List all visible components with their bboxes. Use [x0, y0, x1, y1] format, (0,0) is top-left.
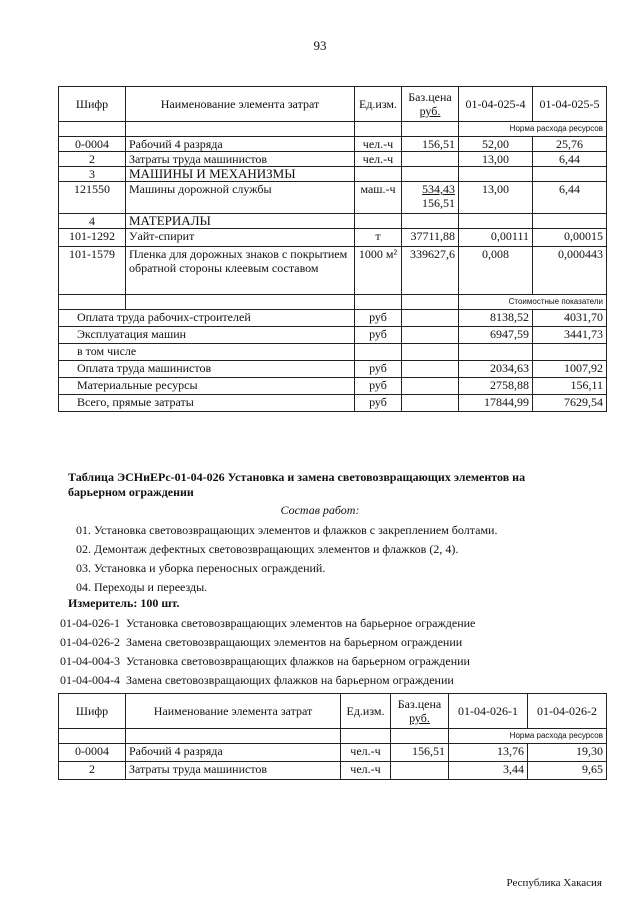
code-desc: Установка световозвращающих флажков на барьерном ограждении [126, 654, 470, 668]
section-title-line1: Таблица ЭСНиЕРс-01-04-026 Установка и замена световозвращающих элементов на [68, 470, 526, 484]
work-item: 02. Демонтаж дефектных световозвращающих элементов и флажков (2, 4). [76, 542, 459, 556]
table-row [59, 137, 607, 152]
cell-value-1: 13,00 [459, 152, 533, 167]
cell-price: 37711,88 [402, 229, 459, 247]
cell-name: Пленка для дорожных знаков с покрытием обратной стороны клеевым составом [126, 247, 355, 295]
work-item: 01. Установка световозвращающих элементов и флажков с закреплением болтами. [76, 523, 498, 537]
cell-price: 339627,6 [402, 247, 459, 295]
cost-name: в том числе [59, 344, 355, 361]
header-code: Шифр [59, 87, 126, 122]
table-row [59, 182, 607, 214]
section-row [59, 214, 607, 229]
footer: Республика Хакасия [506, 877, 602, 889]
cell-code: 101-1292 [59, 229, 126, 247]
cell-value-1: 52,00 [459, 137, 533, 152]
code-id: 01-04-004-3 [60, 654, 120, 668]
cell-unit: чел.-ч [355, 152, 402, 167]
cost-unit: руб [355, 378, 402, 395]
cell-code: 0-0004 [59, 137, 126, 152]
cell-unit: чел.-ч [341, 762, 391, 780]
cost-row [59, 395, 607, 412]
header-price-line1: Баз.цена [408, 90, 452, 104]
header-unit: Ед.изм. [341, 694, 391, 729]
cell-code: 121550 [59, 182, 126, 214]
section-code: 4 [59, 214, 126, 229]
header-price-line2: руб. [409, 711, 430, 725]
cost-row [59, 361, 607, 378]
header-col-026-1: 01-04-026-1 [449, 694, 528, 729]
cost-label: Стоимостные показатели [459, 295, 607, 310]
section-title: МАТЕРИАЛЫ [126, 214, 355, 229]
cell-value-2: 6,44 [533, 182, 607, 214]
cell-unit: маш.-ч [355, 182, 402, 214]
price-labor: 156,51 [422, 196, 455, 210]
cost-unit: руб [355, 395, 402, 412]
cell-name: Затраты труда машинистов [126, 152, 355, 167]
cost-value-1: 2034,63 [459, 361, 533, 378]
cost-row [59, 310, 607, 327]
cell-code: 2 [59, 762, 126, 780]
cell-name: Затраты труда машинистов [126, 762, 341, 780]
header-col-025-5: 01-04-025-5 [533, 87, 607, 122]
cell-price [402, 152, 459, 167]
norm-label: Норма расхода ресурсов [449, 729, 607, 744]
price-machine: 534,43 [422, 182, 455, 196]
cost-value-2: 3441,73 [533, 327, 607, 344]
section-title-line2: барьерном ограждении [68, 485, 194, 499]
header-col-025-4: 01-04-025-4 [459, 87, 533, 122]
code-item [60, 614, 475, 633]
cell-value-1: 3,44 [449, 762, 528, 780]
cell-value-1: 0,00111 [459, 229, 533, 247]
norm-label: Норма расхода ресурсов [459, 122, 607, 137]
cost-name: Всего, прямые затраты [59, 395, 355, 412]
header-price [402, 87, 459, 122]
table-row [59, 762, 607, 780]
work-heading: Состав работ: [280, 503, 360, 517]
cell-price [391, 762, 449, 780]
resource-table-2 [58, 693, 607, 780]
table-row [59, 744, 607, 762]
section-code: 3 [59, 167, 126, 182]
page-number: 93 [313, 38, 327, 53]
cell-value-2: 19,30 [528, 744, 607, 762]
cell-name: Рабочий 4 разряда [126, 137, 355, 152]
cell-code: 2 [59, 152, 126, 167]
cell-code: 101-1579 [59, 247, 126, 295]
header-price-line2: руб. [419, 104, 441, 118]
cell-value-2: 9,65 [528, 762, 607, 780]
cell-value-1: 13,00 [459, 182, 533, 214]
cost-value-2: 156,11 [533, 378, 607, 395]
cost-value-2: 7629,54 [533, 395, 607, 412]
cell-unit: 1000 м² [355, 247, 402, 295]
cell-unit: т [355, 229, 402, 247]
cost-value-1: 17844,99 [459, 395, 533, 412]
section-row [59, 167, 607, 182]
cell-price: 156,51 [402, 137, 459, 152]
section-title: МАШИНЫ И МЕХАНИЗМЫ [126, 167, 355, 182]
cost-unit: руб [355, 327, 402, 344]
header-unit: Ед.изм. [355, 87, 402, 122]
header-name: Наименование элемента затрат [126, 87, 355, 122]
header-code: Шифр [59, 694, 126, 729]
work-item: 04. Переходы и переезды. [76, 580, 208, 594]
cost-value-1: 8138,52 [459, 310, 533, 327]
work-item: 03. Установка и уборка переносных ограждений. [76, 561, 326, 575]
cell-unit: чел.-ч [341, 744, 391, 762]
cost-unit: руб [355, 361, 402, 378]
cost-name: Оплата труда машинистов [59, 361, 355, 378]
code-list [60, 614, 475, 690]
cost-row [59, 327, 607, 344]
table-row [59, 229, 607, 247]
code-id: 01-04-026-2 [60, 635, 120, 649]
cost-name: Материальные ресурсы [59, 378, 355, 395]
cost-row [59, 344, 607, 361]
code-item [60, 633, 475, 652]
header-price-line1: Баз.цена [397, 697, 442, 711]
cell-value-2: 25,76 [533, 137, 607, 152]
cell-name: Уайт-спирит [126, 229, 355, 247]
code-id: 01-04-004-4 [60, 673, 120, 687]
cell-name: Машины дорожной службы [126, 182, 355, 214]
cell-value-2: 0,000443 [533, 247, 607, 295]
cost-name: Эксплуатация машин [59, 327, 355, 344]
cell-value-1: 13,76 [449, 744, 528, 762]
code-id: 01-04-026-1 [60, 616, 120, 630]
meter: Измеритель: 100 шт. [68, 596, 180, 610]
cost-row [59, 378, 607, 395]
cell-unit: чел.-ч [355, 137, 402, 152]
resource-table-1 [58, 86, 607, 412]
table-row [59, 152, 607, 167]
cost-value-2: 4031,70 [533, 310, 607, 327]
header-price [391, 694, 449, 729]
table-row [59, 247, 607, 295]
cell-name: Рабочий 4 разряда [126, 744, 341, 762]
code-desc: Установка световозвращающих элементов на барьерное ограждение [126, 616, 476, 630]
cost-value-2: 1007,92 [533, 361, 607, 378]
cost-unit: руб [355, 310, 402, 327]
cell-code: 0-0004 [59, 744, 126, 762]
section-title [68, 470, 628, 500]
code-item [60, 671, 475, 690]
cost-value-1: 6947,59 [459, 327, 533, 344]
cost-value-1: 2758,88 [459, 378, 533, 395]
work-list [76, 521, 497, 597]
code-desc: Замена световозвращающих флажков на барьерном ограждении [126, 673, 454, 687]
header-name: Наименование элемента затрат [126, 694, 341, 729]
code-item [60, 652, 475, 671]
cost-name: Оплата труда рабочих-строителей [59, 310, 355, 327]
cell-value-2: 0,00015 [533, 229, 607, 247]
code-desc: Замена световозвращающих элементов на барьерном ограждении [126, 635, 463, 649]
header-col-026-2: 01-04-026-2 [528, 694, 607, 729]
cell-price: 156,51 [391, 744, 449, 762]
cell-value-2: 6,44 [533, 152, 607, 167]
cell-value-1: 0,008 [459, 247, 533, 295]
cell-price [402, 182, 459, 214]
